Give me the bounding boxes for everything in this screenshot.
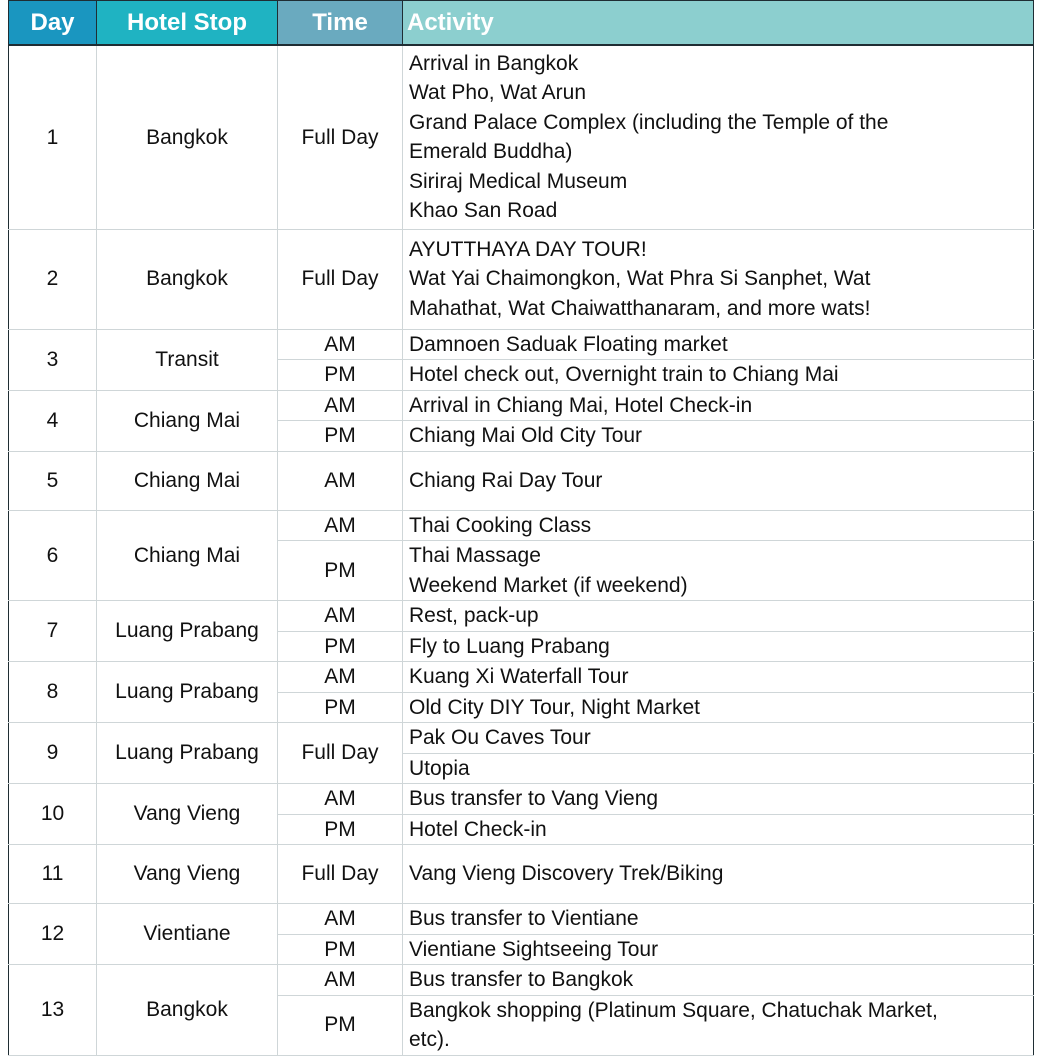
activity-line: Bus transfer to Bangkok [409, 968, 634, 991]
activity-cell [403, 814, 1034, 845]
activity-line: Chiang Mai Old City Tour [409, 424, 643, 447]
time-cell: PM [278, 360, 403, 391]
table-row [9, 45, 1034, 229]
activity-cell [403, 601, 1034, 632]
activity-cell [403, 451, 1034, 510]
activity-cell [403, 965, 1034, 996]
table-row [9, 451, 1034, 510]
activity-cell [403, 934, 1034, 965]
time-cell: PM [278, 814, 403, 845]
activity-line: AYUTTHAYA DAY TOUR! [409, 237, 647, 261]
hotel-stop-cell: Chiang Mai [97, 510, 278, 601]
activity-line: Damnoen Saduak Floating market [409, 332, 728, 356]
time-cell: Full Day [278, 229, 403, 329]
hotel-stop-cell: Vientiane [97, 904, 278, 965]
activity-cell [403, 662, 1034, 693]
table-row [9, 390, 1034, 421]
time-cell: AM [278, 451, 403, 510]
day-cell: 1 [9, 45, 97, 229]
time-cell: AM [278, 510, 403, 541]
day-cell: 11 [9, 845, 97, 904]
activity-line: Siriraj Medical Museum [409, 169, 628, 193]
hotel-stop-cell: Transit [97, 329, 278, 390]
activity-cell [403, 692, 1034, 723]
activity-cell [403, 753, 1034, 784]
activity-line: Bus transfer to Vang Vieng [409, 787, 659, 810]
activity-line: Utopia [409, 756, 470, 780]
time-cell: PM [278, 934, 403, 965]
activity-line: Kuang Xi Waterfall Tour [409, 665, 629, 688]
activity-cell [403, 229, 1034, 329]
activity-cell [403, 390, 1034, 421]
activity-line: Arrival in Chiang Mai, Hotel Check-in [409, 393, 753, 417]
time-cell: PM [278, 631, 403, 662]
day-cell: 12 [9, 904, 97, 965]
table-row [9, 723, 1034, 754]
activity-line: Hotel Check-in [409, 817, 547, 841]
time-cell: PM [278, 421, 403, 452]
day-cell: 9 [9, 723, 97, 784]
activity-line: Bus transfer to Vientiane [409, 907, 639, 930]
activity-cell [403, 360, 1034, 391]
activity-line: Mahathat, Wat Chaiwatthanaram, and more wats! [409, 296, 871, 320]
activity-line: Hotel check out, Overnight train to Chiang Mai [409, 363, 839, 386]
activity-line: Pak Ou Caves Tour [409, 726, 591, 749]
hotel-stop-cell: Chiang Mai [97, 451, 278, 510]
activity-line: Thai Massage [409, 544, 541, 567]
table-row [9, 601, 1034, 632]
activity-line: Weekend Market (if weekend) [409, 573, 688, 597]
activity-line: Vientiane Sightseeing Tour [409, 937, 659, 961]
day-cell: 7 [9, 601, 97, 662]
hotel-stop-cell: Vang Vieng [97, 784, 278, 845]
hotel-stop-cell: Bangkok [97, 965, 278, 1056]
time-cell: AM [278, 784, 403, 815]
time-cell: AM [278, 904, 403, 935]
time-cell: AM [278, 965, 403, 996]
day-cell: 5 [9, 451, 97, 510]
table-row [9, 784, 1034, 815]
activity-line: Chiang Rai Day Tour [409, 468, 603, 492]
time-cell: PM [278, 541, 403, 601]
day-cell: 3 [9, 329, 97, 390]
activity-line: Vang Vieng Discovery Trek/Biking [409, 862, 724, 886]
time-cell: Full Day [278, 845, 403, 904]
activity-cell [403, 995, 1034, 1055]
activity-cell [403, 329, 1034, 360]
time-cell: Full Day [278, 45, 403, 229]
hotel-stop-cell: Luang Prabang [97, 601, 278, 662]
table-row [9, 845, 1034, 904]
activity-line: Grand Palace Complex (including the Temple of the [409, 110, 889, 134]
time-cell: PM [278, 692, 403, 723]
activity-line: Bangkok shopping (Platinum Square, Chatuchak Market, [409, 998, 938, 1022]
time-cell: AM [278, 390, 403, 421]
header-time: Time [278, 1, 403, 46]
time-cell: AM [278, 329, 403, 360]
activity-cell [403, 541, 1034, 601]
time-cell: PM [278, 995, 403, 1055]
activity-cell [403, 845, 1034, 904]
day-cell: 2 [9, 229, 97, 329]
activity-line: Wat Yai Chaimongkon, Wat Phra Si Sanphet, Wat [409, 267, 871, 291]
activity-cell [403, 784, 1034, 815]
activity-cell [403, 510, 1034, 541]
header-row [9, 1, 1034, 46]
day-cell: 8 [9, 662, 97, 723]
activity-cell [403, 904, 1034, 935]
activity-cell [403, 421, 1034, 452]
activity-line: Fly to Luang Prabang [409, 634, 610, 658]
activity-line: Rest, pack-up [409, 604, 539, 627]
activity-line: Emerald Buddha) [409, 140, 573, 164]
day-cell: 6 [9, 510, 97, 601]
hotel-stop-cell: Luang Prabang [97, 723, 278, 784]
activity-cell [403, 723, 1034, 754]
activity-line: Old City DIY Tour, Night Market [409, 695, 700, 719]
time-cell: Full Day [278, 723, 403, 784]
day-cell: 4 [9, 390, 97, 451]
day-cell: 13 [9, 965, 97, 1056]
activity-line: Thai Cooking Class [409, 513, 592, 537]
hotel-stop-cell: Bangkok [97, 229, 278, 329]
activity-line: Arrival in Bangkok [409, 51, 579, 75]
header-day: Day [9, 1, 97, 46]
hotel-stop-cell: Bangkok [97, 45, 278, 229]
activity-line: Khao San Road [409, 199, 558, 223]
time-cell: AM [278, 662, 403, 693]
hotel-stop-cell: Chiang Mai [97, 390, 278, 451]
day-cell: 10 [9, 784, 97, 845]
header-hotel-stop: Hotel Stop [97, 1, 278, 46]
hotel-stop-cell: Luang Prabang [97, 662, 278, 723]
itinerary-table [8, 0, 1034, 1056]
table-row [9, 904, 1034, 935]
table-row [9, 510, 1034, 541]
header-activity: Activity [403, 1, 1034, 46]
activity-cell [403, 631, 1034, 662]
table-row [9, 329, 1034, 360]
time-cell: AM [278, 601, 403, 632]
hotel-stop-cell: Vang Vieng [97, 845, 278, 904]
activity-line: Wat Pho, Wat Arun [409, 81, 587, 105]
activity-line: etc). [409, 1028, 450, 1051]
table-row [9, 229, 1034, 329]
table-row [9, 965, 1034, 996]
activity-cell [403, 45, 1034, 229]
table-row [9, 662, 1034, 693]
